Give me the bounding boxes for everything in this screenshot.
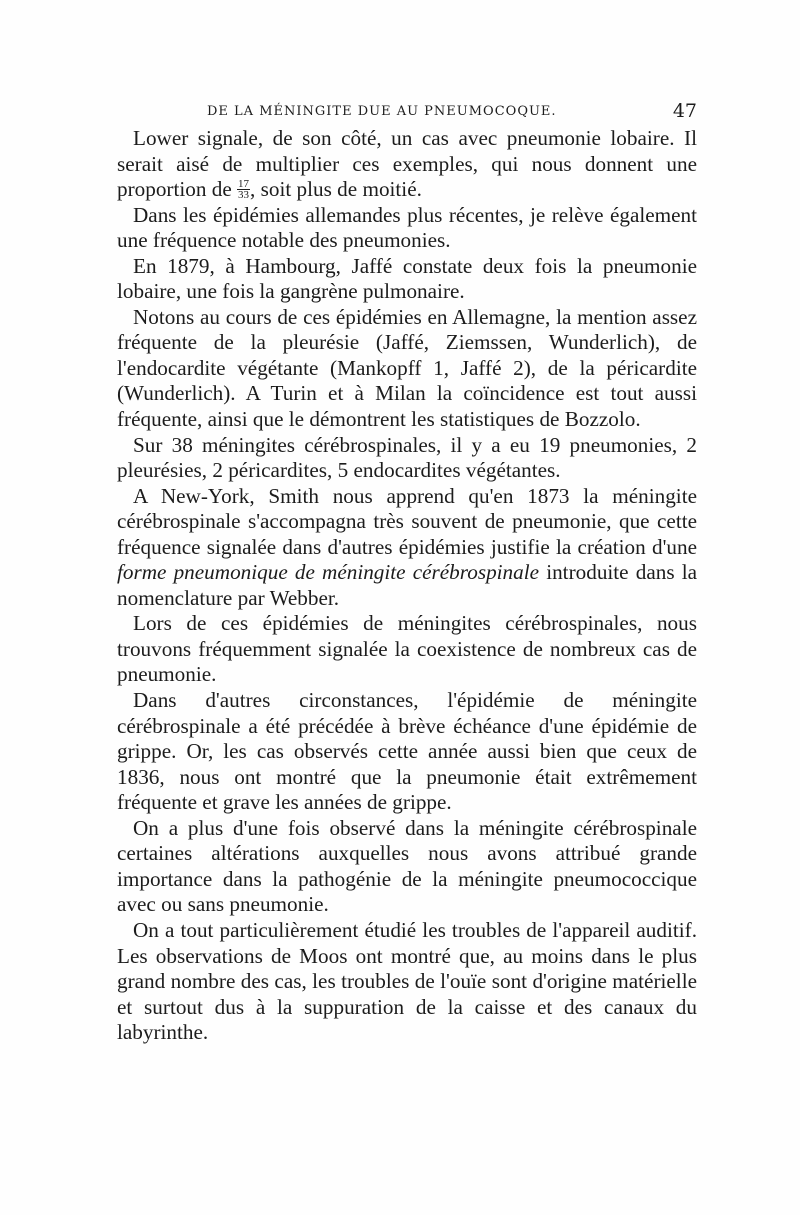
- paragraph-8: Dans d'autres circonstances, l'épidémie de méningite cérébrospinale a été précédée à brève échéance d'une épidémie de grippe. Or, les cas observés cette année aussi bien que ceux de 1836, nous ont montré que la pneumonie était extrêmement fréquente et grave les années de grippe.: [117, 688, 697, 815]
- paragraph-6-italic: forme pneumonique de méningite cérébrospinale: [117, 560, 540, 585]
- paragraph-3: En 1879, à Hambourg, Jaffé constate deux fois la pneumonie lobaire, une fois la gangrène pulmonaire.: [117, 253, 697, 304]
- paragraph-6-start: A New-York, Smith nous apprend qu'en 1873 la méningite cérébrospinale s'accompagna très souvent de pneumonie, que cette fréquence signalée dans d'autres épidémies justifie la création d'une: [117, 483, 697, 559]
- book-page: [117, 100, 697, 1046]
- paragraph-9: On a plus d'une fois observé dans la méningite cérébrospinale certaines altérations auxquelles nous avons attribué grande importance dans la pathogénie de la méningite pneumococcique avec ou sans pneumonie.: [117, 815, 697, 917]
- page-header: [117, 100, 697, 126]
- paragraph-7: Lors de ces épidémies de méningites cérébrospinales, nous trouvons fréquemment signalée la coexistence de nombreux cas de pneumonie.: [117, 611, 697, 687]
- paragraph-2: Dans les épidémies allemandes plus récentes, je relève également une fréquence notable des pneumonies.: [117, 202, 697, 253]
- paragraph-5: Sur 38 méningites cérébrospinales, il y a eu 19 pneumonies, 2 pleurésies, 2 péricardites, 5 endocardites végétantes.: [117, 432, 697, 483]
- paragraph-4: Notons au cours de ces épidémies en Allemagne, la mention assez fréquente de la pleurésie (Jaffé, Ziemssen, Wunderlich), de l'endocardite végétante (Mankopff 1, Jaffé 2), de la péricardite (Wunderlich). A Turin et à Milan la coïncidence est tout aussi fréquente, ainsi que le démontrent les statistiques de Bozzolo.: [117, 304, 697, 432]
- paragraph-1: [117, 126, 697, 203]
- paragraph-1-text: Lower signale, de son côté, un cas avec pneumonie lobaire. Il serait aisé de multiplier ces exemples, qui nous donnent une proportion de: [117, 126, 697, 202]
- paragraph-6-end: introduite dans la nomenclature par Webber.: [117, 560, 698, 610]
- paragraph-6: [117, 484, 697, 612]
- fraction-denominator: 33: [238, 188, 250, 201]
- fraction-numerator: 17: [238, 177, 250, 190]
- running-title: DE LA MÉNINGITE DUE AU PNEUMOCOQUE.: [207, 104, 557, 119]
- body-text: [117, 126, 697, 1046]
- paragraph-10: On a tout particulièrement étudié les troubles de l'appareil auditif. Les observations de Moos ont montré que, au moins dans le plus grand nombre des cas, les troubles de l'ouïe sont d'origine matérielle et surtout dus à la suppuration de la caisse et des canaux du labyrinthe.: [117, 917, 697, 1045]
- paragraph-1-end: , soit plus de moitié.: [250, 177, 422, 202]
- page-number: 47: [672, 100, 697, 122]
- fraction: [237, 179, 250, 200]
